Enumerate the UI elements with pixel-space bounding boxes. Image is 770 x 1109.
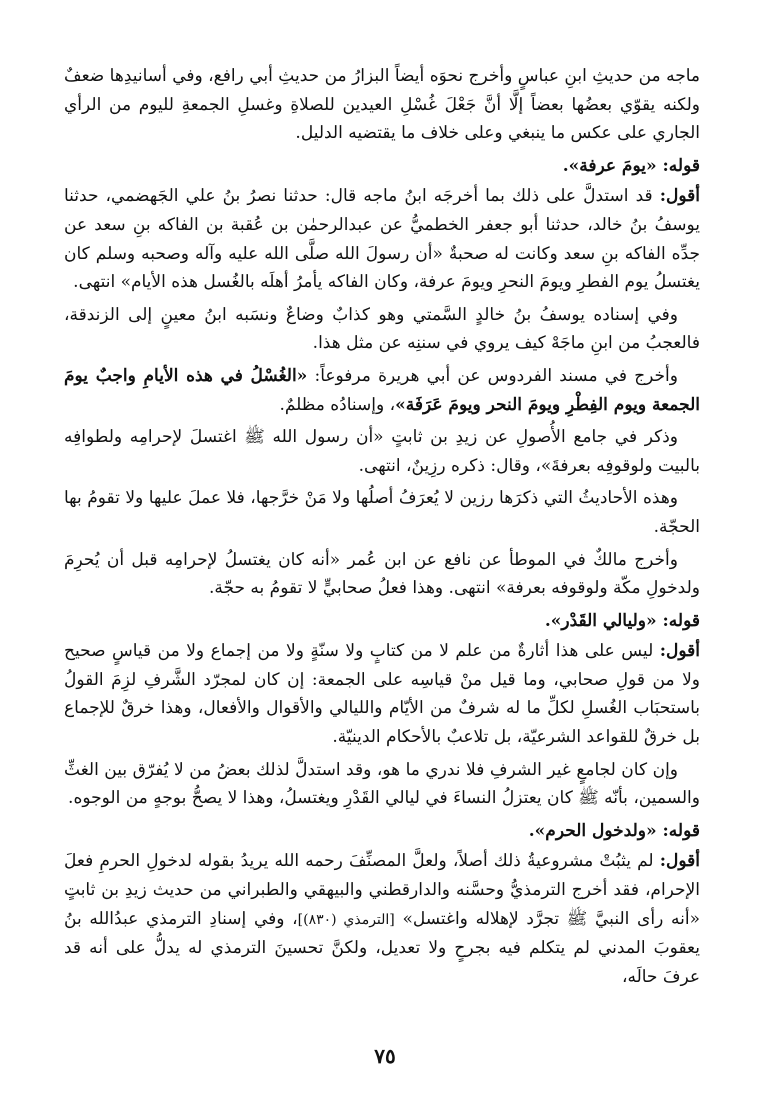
- paragraph-3: وفي إسناده يوسفُ بنُ خالدٍ السَّمتي وهو كذابٌ وضاعٌ ونسَبه ابنُ معينٍ إلى الزندقة، فالعجبُ من ابنِ ماجَهْ كيف يروي في سننِه عن مثل هذا.: [64, 304, 700, 354]
- aqool-lead: أقول:: [659, 851, 701, 872]
- paragraph-6: وهذه الأحاديثُ التي ذكرَها رزين لا يُعرَفُ أصلُها ولا مَنْ خرَّجها، فلا عملَ عليها ولا تقومُ بها الحجّة.: [64, 488, 700, 537]
- paragraph-8: [64, 637, 700, 751]
- paragraph-2-text: قد استدلَّ على ذلك بما أخرجَه ابنُ ماجه قال: حدثنا نصرُ بنُ علي الجَهضمي، حدثنا يوسفُ بنُ خالد، حدثنا أبو جعفر الخطميُّ عن عبدالرحمٰن بن عُقبة بن الفاكه بنِ سعد عن جدِّه الفاكه بنِ سعد وكانت له صحبةٌ «أن رسولَ الله صلَّى الله عليه وآله وصحبه وسلم كان يغتسلُ يوم الفطرِ ويومَ النحرِ ويومَ عرفة، وكان الفاكه يأمرُ أهلَه بالغُسل هذه الأيام» انتهى.: [64, 186, 700, 293]
- hadith-quote-bold: «الغُسْلُ في هذه الأيامِ واجبٌ يومَ الجمعة ويوم الفِطْرِ ويومَ النحر ويومَ عَرَفَة»: [64, 365, 700, 415]
- paragraph-5: [64, 423, 700, 480]
- paragraph-5-text: وذكر في جامع الأُصولِ عن زيدِ بن ثابتٍ «أن رسول الله ﷺ اغتسلَ لإحرامِه ولطوافِه بالبيت ولوقوفِه بعرفةَ»، وقال:: [64, 427, 700, 476]
- paragraph-4-tail: ، وإسنادُه مظلمٌ.: [279, 394, 396, 415]
- paragraph-4-intro: وأخرج في مسند الفردوس عن أبي هريرة مرفوعاً:: [314, 365, 678, 386]
- paragraph-8-text: ليس على هذا أثارةٌ من علم لا من كتابٍ ولا سنّةٍ ولا من إجماع ولا من قياسٍ صحيح ولا من قولِ صحابي، وما قيل منْ قياسِه على الجمعة: إن كان لمجرّد الشَّرفِ لزِمَ القولُ باستحبَاب الغُسلِ لكلِّ ما له شرفٌ من الأيّام والليالي والأقوال والأفعال، وهذا خرقٌ للإجماع بل خرقٌ للقواعد الشرعيّة، بل تلاعبٌ بالأحكام الدينيّة.: [64, 641, 700, 748]
- heading-dukhul-haram: قوله: «ولدخول الحرم».: [528, 820, 700, 841]
- paragraph-7: وأخرج مالكٌ في الموطأ عن نافع عن ابن عُمر «أنه كان يغتسلُ لإحرامِه قبل أن يُحرِمَ ولدخولِ مكّة ولوقوفه بعرفة» انتهى. وهذا فعلُ صحابيٍّ لا تقومُ به حجّة.: [64, 549, 700, 599]
- aqool-lead: أقول:: [659, 186, 701, 207]
- paragraph-2: [64, 182, 700, 296]
- paragraph-4: [64, 362, 700, 419]
- page-number: ٧٥: [374, 1044, 396, 1068]
- paragraph-9: وإن كان لجامعٍ غير الشرفِ فلا ندري ما هو، وقد استدلَّ لذلك بعضُ من لا يُفرّق بين الغثِّ والسمين، بأنّه ﷺ كان يعتزلُ النساءَ في ليالي القَدْرِ ويغتسلُ، وهذا لا يصحُّ بوجهٍ من الوجوه.: [64, 759, 700, 809]
- heading-layali-qadr: قوله: «وليالي القَدْر».: [544, 610, 700, 631]
- paragraph-10-tail: ، وفي إسنادِ الترمذي عبدُالله بنُ يعقوبَ المدني لم يتكلم فيه بجرحٍ ولا تعديل، ولكنَّ تحسينَ الترمذي له يدلُّ على أنه قد عرفَ حالَه،: [64, 908, 700, 987]
- paragraph-10-text: لم يثبُتْ مشروعيةُ ذلك أصلاً، ولعلَّ المصنِّفَ رحمه الله يريدُ بقوله لدخولِ الحرمِ فعلَ الإحرام، فقد أخرج الترمذيُّ وحسَّنه والدارقطني والبيهقي والطبراني من حديث زيدِ بن ثابتٍ «أنه رأى النبيَّ ﷺ تجرَّد لإهلاله واغتسل»: [64, 851, 700, 929]
- paragraph-10: [64, 847, 700, 991]
- tirmidhi-reference: [الترمذي (٨٣٠)]: [297, 911, 395, 928]
- aqool-lead: أقول:: [659, 641, 701, 662]
- paragraph-1: ماجه من حديثِ ابنِ عباسٍ وأخرج نحوَه أيضاً البزارُ من حديثِ أبي رافع، وفي أسانيدِها ضعفٌ ولكنه يقوّي بعضُها بعضاً إلَّا أنَّ جَعْلَ غُسْلِ العيدين للصلاةِ وغسلِ الجمعةِ لليوم من الرأي الجاري على عكس ما ينبغي وعلى خلاف ما يقتضيه الدليل.: [64, 66, 700, 144]
- paragraph-5-tail: ذكره رزِينٌ، انتهى.: [358, 455, 485, 476]
- heading-yawm-arafa: قوله: «يومَ عرفة».: [562, 155, 700, 176]
